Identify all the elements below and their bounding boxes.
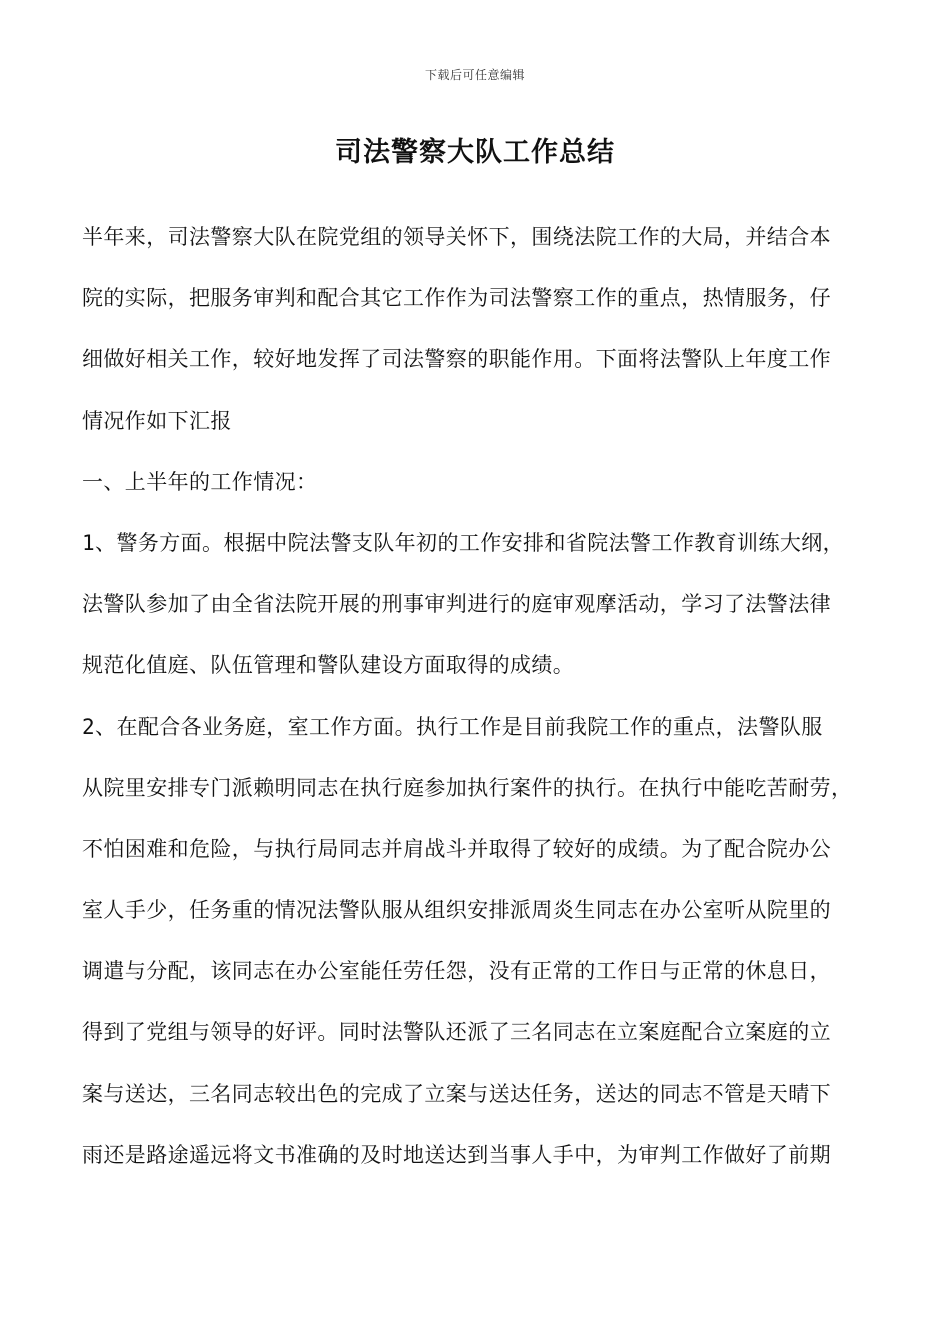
body-line: 法警队参加了由全省法院开展的刑事审判进行的庭审观摩活动，学习了法警法律 bbox=[82, 592, 831, 617]
body-line: 从院里安排专门派赖明同志在执行庭参加执行案件的执行。在执行中能吃苦耐劳， bbox=[82, 775, 853, 800]
body-line: 得到了党组与领导的好评。同时法警队还派了三名同志在立案庭配合立案庭的立 bbox=[82, 1020, 831, 1045]
body-line: 2、在配合各业务庭，室工作方面。执行工作是目前我院工作的重点，法警队服 bbox=[82, 714, 823, 739]
header-note: 下载后可任意编辑 bbox=[424, 68, 525, 82]
body-line: 半年来，司法警察大队在院党组的领导关怀下，围绕法院工作的大局，并结合本 bbox=[82, 225, 831, 249]
body-line: 细做好相关工作，较好地发挥了司法警察的职能作用。下面将法警队上年度工作 bbox=[82, 347, 831, 372]
body-line: 1、警务方面。根据中院法警支队年初的工作安排和省院法警工作教育训练大纲， bbox=[82, 530, 845, 555]
body-line: 室人手少，任务重的情况法警队服从组织安排派周炎生同志在办公室听从院里的 bbox=[82, 898, 831, 923]
body-line: 院的实际，把服务审判和配合其它工作作为司法警察工作的重点，热情服务，仔 bbox=[82, 286, 831, 311]
document-title: 司法警察大队工作总结 bbox=[335, 137, 615, 168]
body-line: 雨还是路途遥远将文书准确的及时地送达到当事人手中，为审判工作做好了前期 bbox=[82, 1142, 831, 1167]
document-body bbox=[82, 207, 882, 1186]
body-line: 情况作如下汇报 bbox=[82, 408, 232, 433]
body-line: 规范化值庭、队伍管理和警队建设方面取得的成绩。 bbox=[82, 653, 575, 678]
body-line: 调遣与分配，该同志在办公室能任劳任怨，没有正常的工作日与正常的休息日， bbox=[82, 959, 831, 984]
body-line: 案与送达，三名同志较出色的完成了立案与送达任务，送达的同志不管是天晴下 bbox=[82, 1081, 831, 1106]
section-heading: 一、上半年的工作情况： bbox=[82, 469, 318, 494]
body-line: 不怕困难和危险，与执行局同志并肩战斗并取得了较好的成绩。为了配合院办公 bbox=[82, 836, 831, 861]
